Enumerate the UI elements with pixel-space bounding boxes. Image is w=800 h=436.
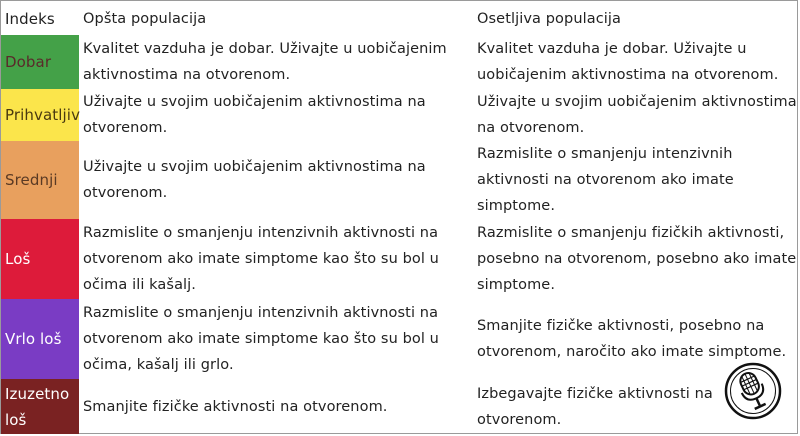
header-general-population: Opšta populacija	[83, 11, 207, 27]
table-header-row	[1, 1, 797, 35]
table-row	[1, 141, 797, 219]
sensitive-advice-cell: Razmislite o smanjenju intenzivnih aktivnosti na otvorenom ako imate simptome.	[477, 146, 734, 214]
general-advice-cell: Uživajte u svojim uobičajenim aktivnostima na otvorenom.	[83, 159, 426, 201]
header-sensitive-population: Osetljiva populacija	[477, 11, 622, 27]
table-row	[1, 299, 797, 379]
sensitive-advice-cell: Uživajte u svojim uobičajenim aktivnostima na otvorenom.	[477, 94, 797, 136]
header-index: Indeks	[5, 10, 55, 28]
general-advice-cell: Smanjite fizičke aktivnosti na otvorenom.	[83, 398, 388, 415]
sensitive-advice-cell: Razmislite o smanjenju fizičkih aktivnosti, posebno na otvorenom, posebno ako imate simptome.	[477, 225, 797, 293]
general-advice-cell: Kvalitet vazduha je dobar. Uživajte u uobičajenim aktivnostima na otvorenom.	[83, 41, 447, 83]
sensitive-advice-cell: Izbegavajte fizičke aktivnosti na otvorenom.	[477, 385, 713, 428]
sensitive-advice-cell: Smanjite fizičke aktivnosti, posebno na otvorenom, naročito ako imate simptome.	[477, 318, 787, 360]
general-advice-cell: Razmislite o smanjenju intenzivnih aktivnosti na otvorenom ako imate simptome kao što su bol u očima, kašalj ili grlo.	[83, 305, 439, 373]
table-row	[1, 219, 797, 299]
index-cell-very-bad: Vrlo loš	[1, 299, 79, 379]
table-row	[1, 35, 797, 89]
general-advice-cell: Uživajte u svojim uobičajenim aktivnostima na otvorenom.	[83, 94, 426, 136]
index-cell-good: Dobar	[1, 35, 79, 89]
table-row	[1, 379, 797, 434]
general-advice-cell: Razmislite o smanjenju intenzivnih aktivnosti na otvorenom ako imate simptome kao što su bol u očima ili kašalj.	[83, 225, 439, 293]
index-cell-moderate: Srednji	[1, 141, 79, 219]
table-row	[1, 89, 797, 141]
index-cell-bad: Loš	[1, 219, 79, 299]
index-cell-acceptable: Prihvatljiv	[1, 89, 79, 141]
index-cell-extremely-bad: Izuzetno loš	[1, 379, 79, 434]
microphone-icon	[724, 362, 782, 420]
sensitive-advice-cell: Kvalitet vazduha je dobar. Uživajte u uobičajenim aktivnostima na otvorenom.	[477, 41, 779, 83]
